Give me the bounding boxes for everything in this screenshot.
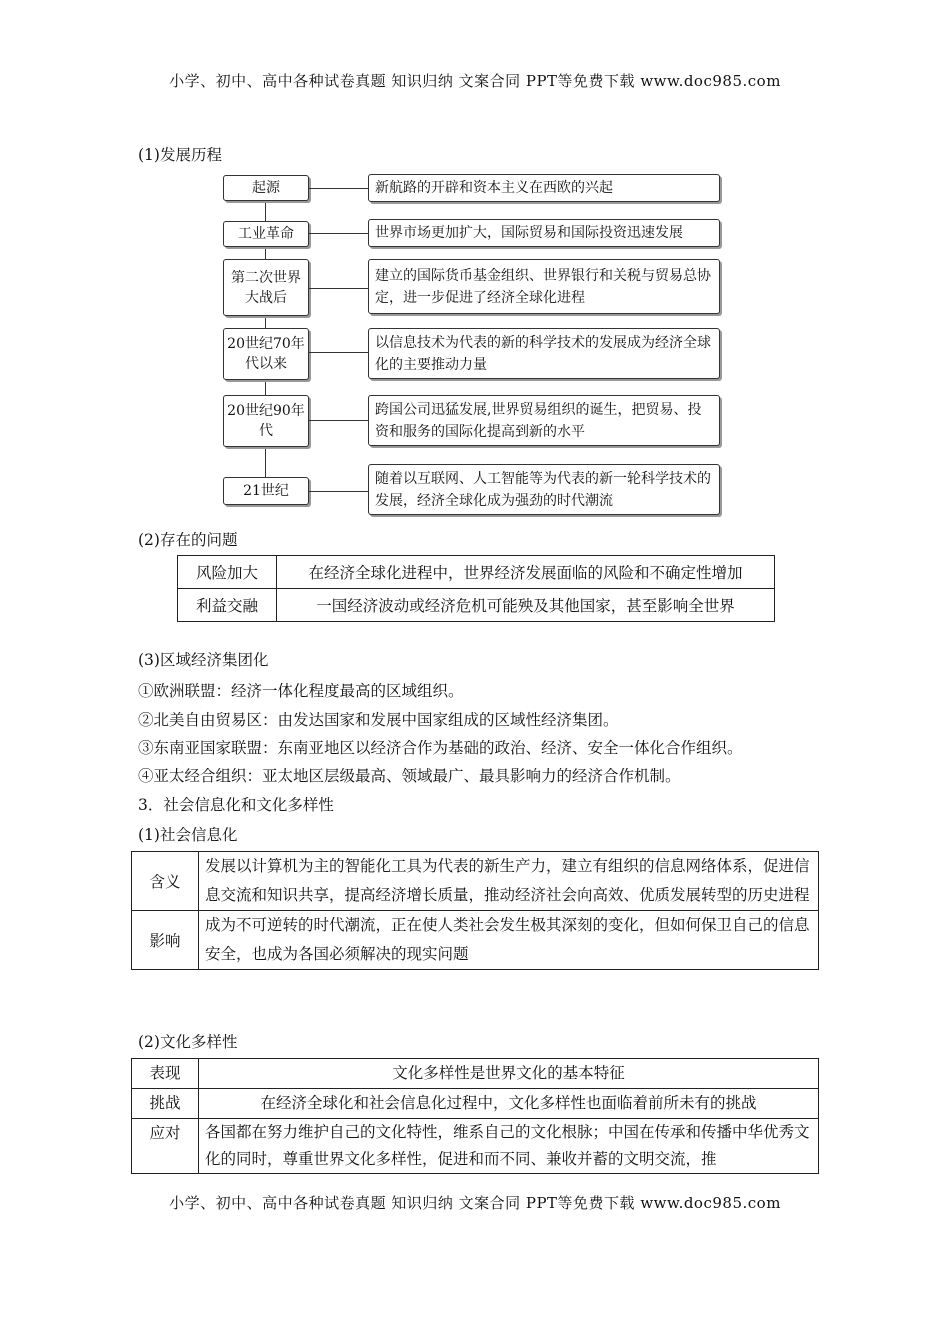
connector bbox=[265, 316, 266, 328]
informatization-table bbox=[131, 851, 819, 970]
table-cell: 成为不可逆转的时代潮流，正在使人类社会发生极其深刻的变化，但如何保卫自己的信息安全，也成为各国必须解决的现实问题 bbox=[199, 911, 819, 970]
list-item: ①欧洲联盟：经济一体化程度最高的区域组织。 bbox=[138, 682, 464, 700]
table-row bbox=[132, 1059, 819, 1089]
timeline-stage: 第二次世界大战后 bbox=[223, 259, 309, 316]
timeline-desc: 以信息技术为代表的新的科学技术的发展成为经济全球化的主要推动力量 bbox=[368, 328, 720, 379]
list-item: ③东南亚国家联盟：东南亚地区以经济合作为基础的政治、经济、安全一体化合作组织。 bbox=[138, 739, 743, 757]
table-cell: 一国经济波动或经济危机可能殃及其他国家，甚至影响全世界 bbox=[277, 589, 775, 622]
timeline-stage: 20世纪90年代 bbox=[223, 395, 309, 447]
timeline-desc: 新航路的开辟和资本主义在西欧的兴起 bbox=[368, 174, 720, 202]
timeline-stage: 20世纪70年代以来 bbox=[223, 328, 309, 380]
section-heading: 3．社会信息化和文化多样性 bbox=[138, 796, 334, 814]
table-row bbox=[132, 1089, 819, 1119]
timeline-desc: 世界市场更加扩大，国际贸易和国际投资迅速发展 bbox=[368, 219, 720, 247]
table-row bbox=[132, 911, 819, 970]
list-item: ②北美自由贸易区：由发达国家和发展中国家组成的区域性经济集团。 bbox=[138, 711, 619, 729]
table-cell: 利益交融 bbox=[178, 589, 277, 622]
table-cell: 各国都在努力维护自己的文化特性，维系自己的文化根脉；中国在传承和传播中华优秀文化的同时，尊重世界文化多样性，促进和而不同、兼收并蓄的文明交流，推 bbox=[199, 1119, 819, 1174]
table-row bbox=[178, 589, 775, 622]
timeline-desc: 随着以互联网、人工智能等为代表的新一轮科学技术的发展，经济全球化成为强劲的时代潮流 bbox=[368, 464, 720, 515]
timeline-desc: 建立的国际货币基金组织、世界银行和关税与贸易总协定，进一步促进了经济全球化进程 bbox=[368, 259, 720, 314]
section-title: (1)发展历程 bbox=[138, 146, 222, 164]
page-header: 小学、初中、高中各种试卷真题 知识归纳 文案合同 PPT等免费下载 www.doc985.com bbox=[169, 72, 781, 90]
connector bbox=[309, 491, 368, 492]
section-title: (1)社会信息化 bbox=[138, 826, 238, 844]
table-cell: 文化多样性是世界文化的基本特征 bbox=[199, 1059, 819, 1089]
section-title: (2)存在的问题 bbox=[138, 531, 238, 549]
section-title: (3)区域经济集团化 bbox=[138, 651, 269, 669]
connector bbox=[265, 247, 266, 259]
table-row bbox=[132, 1119, 819, 1174]
table-cell: 表现 bbox=[132, 1059, 199, 1089]
table-cell: 风险加大 bbox=[178, 556, 277, 589]
connector bbox=[265, 380, 266, 395]
connector bbox=[309, 288, 368, 289]
section-title: (2)文化多样性 bbox=[138, 1033, 238, 1051]
timeline-stage: 工业革命 bbox=[223, 221, 309, 247]
cultural-diversity-table bbox=[131, 1058, 819, 1174]
connector bbox=[265, 201, 266, 221]
table-row bbox=[178, 556, 775, 589]
table-cell: 在经济全球化和社会信息化过程中，文化多样性也面临着前所未有的挑战 bbox=[199, 1089, 819, 1119]
table-row bbox=[132, 852, 819, 911]
table-cell: 应对 bbox=[132, 1119, 199, 1174]
connector bbox=[309, 188, 368, 189]
table-cell: 挑战 bbox=[132, 1089, 199, 1119]
timeline-stage: 21世纪 bbox=[223, 477, 309, 505]
connector bbox=[309, 352, 368, 353]
problems-table bbox=[177, 555, 775, 622]
connector bbox=[309, 233, 368, 234]
connector bbox=[265, 447, 266, 477]
timeline-desc: 跨国公司迅猛发展,世界贸易组织的诞生，把贸易、投资和服务的国际化提高到新的水平 bbox=[368, 395, 720, 446]
table-cell: 影响 bbox=[132, 911, 199, 970]
connector bbox=[309, 420, 368, 421]
timeline-stage: 起源 bbox=[223, 175, 309, 201]
table-cell: 在经济全球化进程中，世界经济发展面临的风险和不确定性增加 bbox=[277, 556, 775, 589]
table-cell: 含义 bbox=[132, 852, 199, 911]
table-cell: 发展以计算机为主的智能化工具为代表的新生产力，建立有组织的信息网络体系，促进信息交流和知识共享，提高经济增长质量，推动经济社会向高效、优质发展转型的历史进程 bbox=[199, 852, 819, 911]
page-footer: 小学、初中、高中各种试卷真题 知识归纳 文案合同 PPT等免费下载 www.doc985.com bbox=[169, 1194, 781, 1212]
list-item: ④亚太经合组织：亚太地区层级最高、领域最广、最具影响力的经济合作机制。 bbox=[138, 767, 681, 785]
